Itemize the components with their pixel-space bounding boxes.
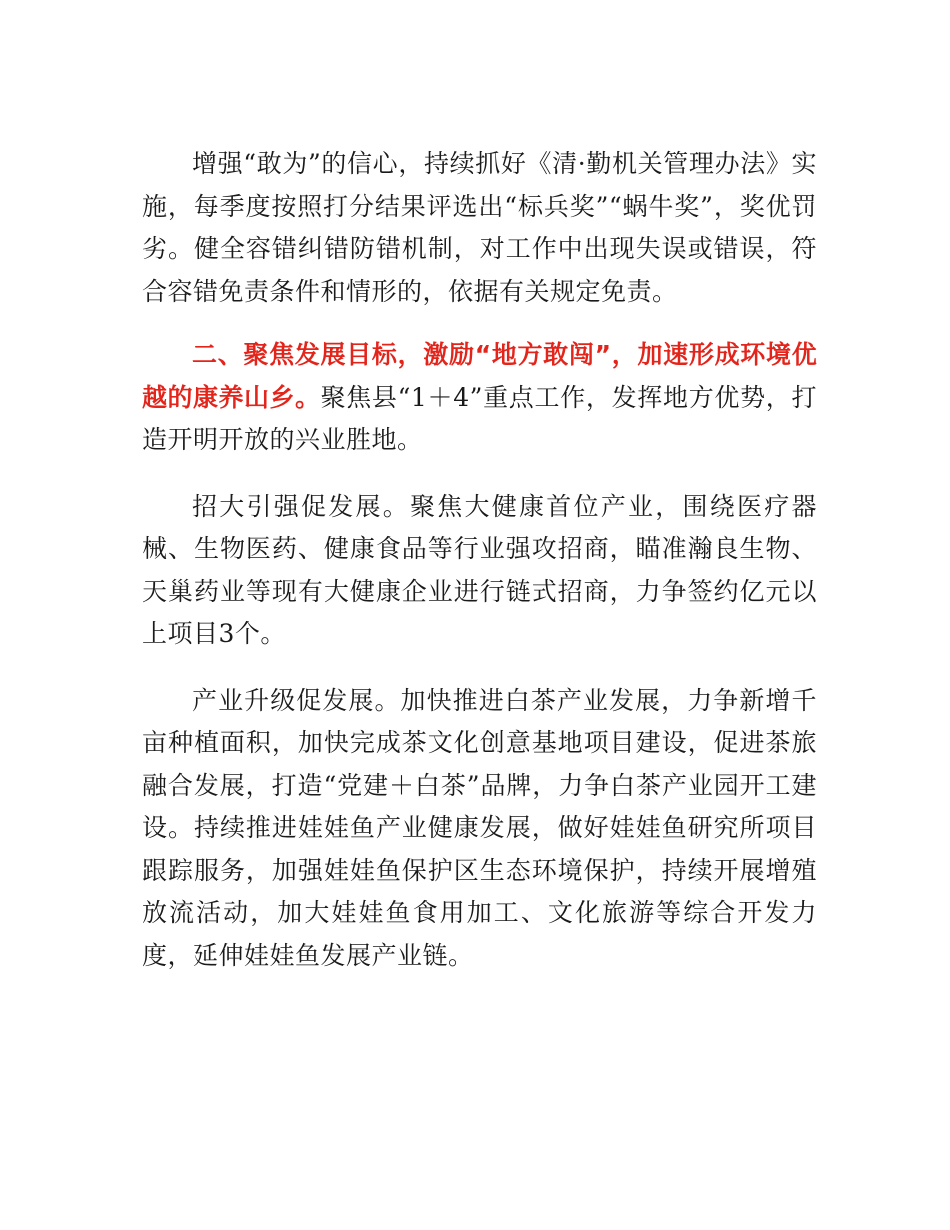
paragraph-text: 增强“敢为”的信心，持续抓好《清·勤机关管理办法》实施，每季度按照打分结果评选出“标兵奖”“蜗牛奖”，奖优罚劣。健全容错纠错防错机制，对工作中出现失误或错误，符合容错免责条件和情形的，依据有关规定免责。 <box>142 149 817 306</box>
document-body <box>142 143 817 1001</box>
paragraph-industry-upgrade <box>142 680 817 978</box>
section-heading: 二、聚焦发展目标，激励“地方敢闯”，加速形成环境优越的康养山乡。 <box>142 340 817 412</box>
paragraph-section-two <box>142 334 817 462</box>
paragraph-text: 聚焦县“1＋4”重点工作，发挥地方优势，打造开明开放的兴业胜地。 <box>142 382 818 454</box>
paragraph-confidence <box>142 143 817 313</box>
paragraph-text: 产业升级促发展。加快推进白茶产业发展，力争新增千亩种植面积，加快完成茶文化创意基地项目建设，促进茶旅融合发展，打造“党建＋白茶”品牌，力争白茶产业园开工建设。持续推进娃娃鱼产业健康发展，做好娃娃鱼研究所项目跟踪服务，加强娃娃鱼保护区生态环境保护，持续开展增殖放流活动，加大娃娃鱼食用加工、文化旅游等综合开发力度，延伸娃娃鱼发展产业链。 <box>142 685 817 970</box>
paragraph-text: 招大引强促发展。聚焦大健康首位产业，围绕医疗器械、生物医药、健康食品等行业强攻招商，瞄准瀚良生物、天巢药业等现有大健康企业进行链式招商，力争签约亿元以上项目3个。 <box>142 491 817 648</box>
paragraph-investment <box>142 486 817 656</box>
